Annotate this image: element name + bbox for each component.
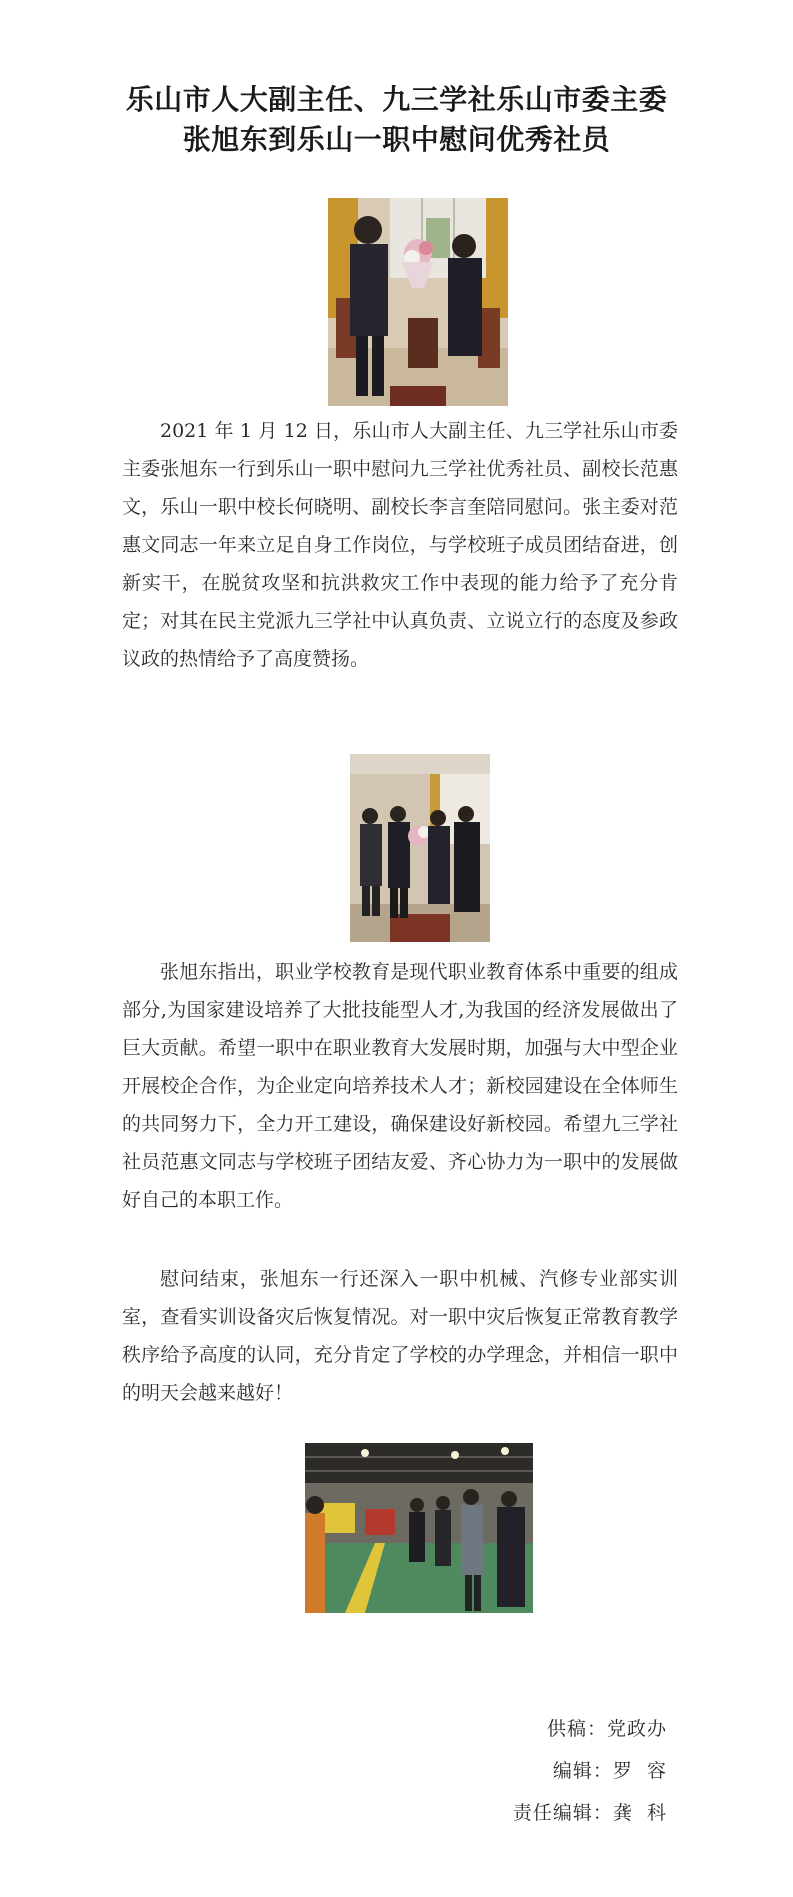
photo-group	[350, 754, 490, 942]
photo-workshop-visit	[305, 1443, 533, 1613]
article-title-line-2: 张旭东到乐山一职中慰问优秀社员	[182, 123, 611, 156]
photo-flower-presentation	[328, 198, 508, 406]
article-paragraph-3: 慰问结束，张旭东一行还深入一职中机械、汽修专业部实训室，查看实训设备灾后恢复情况。对一职中灾后恢复正常教育教学秩序给予高度的认同，充分肯定了学校的办学理念，并相信一职中的明天会越来越好！	[122, 1268, 678, 1404]
credit-editor: 编辑：罗 容	[552, 1760, 667, 1782]
credit-chief-editor: 责任编辑：龚 科	[512, 1802, 667, 1824]
article-paragraph-1: 2021 年 1 月 12 日，乐山市人大副主任、九三学社乐山市委主委张旭东一行到乐山一职中慰问九三学社优秀社员、副校长范惠文，乐山一职中校长何晓明、副校长李言奎陪同慰问。张主委对范惠文同志一年来立足自身工作岗位，与学校班子成员团结奋进，创新实干，在脱贫攻坚和抗洪救灾工作中表现的能力给予了充分肯定；对其在民主党派九三学社中认真负责、立说立行的态度及参政议政的热情给予了高度赞扬。	[122, 420, 678, 670]
article-title-line-1: 乐山市人大副主任、九三学社乐山市委主委	[125, 83, 668, 116]
credit-source: 供稿：党政办	[546, 1718, 667, 1740]
article-paragraph-2: 张旭东指出，职业学校教育是现代职业教育体系中重要的组成部分,为国家建设培养了大批技能型人才,为我国的经济发展做出了巨大贡献。希望一职中在职业教育大发展时期，加强与大中型企业开展校企合作，为企业定向培养技术人才；新校园建设在全体师生的共同努力下，全力开工建设，确保建设好新校园。希望九三学社社员范惠文同志与学校班子团结友爱、齐心协力为一职中的发展做好自己的本职工作。	[122, 961, 678, 1211]
